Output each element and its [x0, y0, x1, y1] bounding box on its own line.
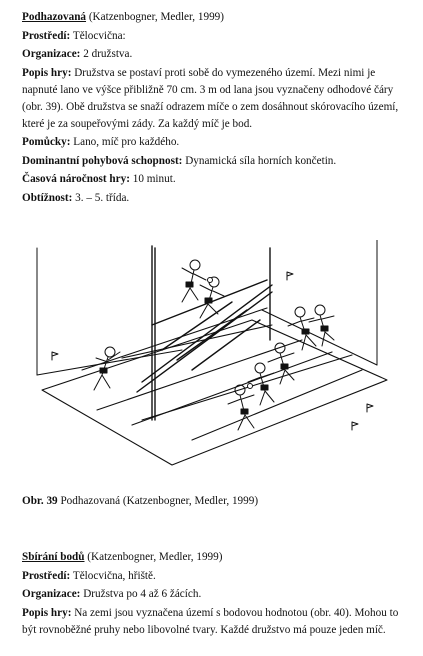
game2-organizace — [22, 586, 406, 603]
figure-39-caption — [22, 493, 406, 512]
game1-casova — [22, 171, 406, 188]
popis-label: Popis hry: — [22, 66, 72, 79]
organizace-label: Organizace: — [22, 48, 81, 60]
caption-label: Obr. 39 — [22, 495, 58, 507]
casova-value: 10 minut. — [129, 173, 176, 185]
game1-organizace — [22, 46, 406, 63]
game2-source: (Katzenbogner, Medler, 1999) — [84, 551, 223, 563]
game2-popis — [22, 605, 406, 622]
dominantni-value: Dynamická síla horních končetin. — [182, 154, 337, 167]
game1-pomucky — [22, 134, 406, 151]
rope-net — [137, 246, 272, 420]
caption-text: Podhazovaná (Katzenbogner, Medler, 1999) — [57, 495, 259, 507]
prostredi2-value: Tělocvična, hřiště. — [70, 569, 156, 582]
right-team-players — [228, 305, 334, 430]
marker-flags — [52, 272, 373, 430]
popis2-line1: Na zemi jsou vyznačena území s bodovou hodnotou (obr. 40). Mohou to — [71, 606, 399, 619]
game1-popis-line3: (obr. 39). Obě družstva se snaží odrazem míče o zem dosáhnout skórovacího území, — [22, 100, 399, 113]
obtiznost-value: 3. – 5. třída. — [72, 191, 130, 204]
organizace2-label: Organizace: — [22, 588, 81, 600]
organizace2-value: Družstva po 4 až 6 žácích. — [80, 588, 202, 600]
court-floor — [42, 308, 387, 465]
game1-popis-line2: napnuté lano ve výšce přibližně 70 cm. 3 m od lana jsou vyznačeny odhodové čáry — [22, 83, 394, 96]
game1-obtiznost — [22, 190, 406, 207]
gym-game-drawing — [22, 240, 406, 480]
game2-heading — [22, 549, 406, 566]
prostredi-label: Prostředí: — [22, 29, 71, 42]
game2-title: Sbírání bodů — [22, 551, 85, 563]
game1-source: (Katzenbogner, Medler, 1999) — [86, 11, 224, 23]
game1-dominantni — [22, 153, 406, 170]
prostredi2-label: Prostředí: — [22, 569, 71, 582]
figure-39-illustration — [22, 240, 406, 480]
left-team-players — [94, 260, 224, 390]
prostredi-value: Tělocvična: — [70, 29, 126, 42]
game2-prostredi — [22, 568, 406, 585]
organizace-value: 2 družstva. — [80, 48, 133, 60]
game1-prostredi — [22, 28, 406, 45]
game1-popis — [22, 65, 406, 82]
game2-section — [22, 549, 406, 640]
game2-popis-line2: být rovnoběžné pruhy nebo libovolné tvary. Každé družstvo má pouze jeden míč. — [22, 623, 386, 636]
game1-heading — [22, 9, 406, 26]
pomucky-label: Pomůcky: — [22, 136, 71, 148]
game1-title: Podhazovaná — [22, 11, 87, 23]
game1-popis-line4: které je za soupeřovými zády. Za každý míč je bod. — [22, 117, 253, 130]
game1-section — [22, 9, 406, 208]
pomucky-value: Lano, míč pro každého. — [70, 136, 180, 148]
obtiznost-label: Obtížnost: — [22, 191, 73, 204]
casova-label: Časová náročnost hry: — [22, 173, 130, 185]
dominantni-label: Dominantní pohybová schopnost: — [22, 154, 183, 167]
popis2-label: Popis hry: — [22, 606, 72, 619]
popis-line1: Družstva se postaví proti sobě do vymezeného území. Mezi nimi je — [71, 66, 376, 79]
